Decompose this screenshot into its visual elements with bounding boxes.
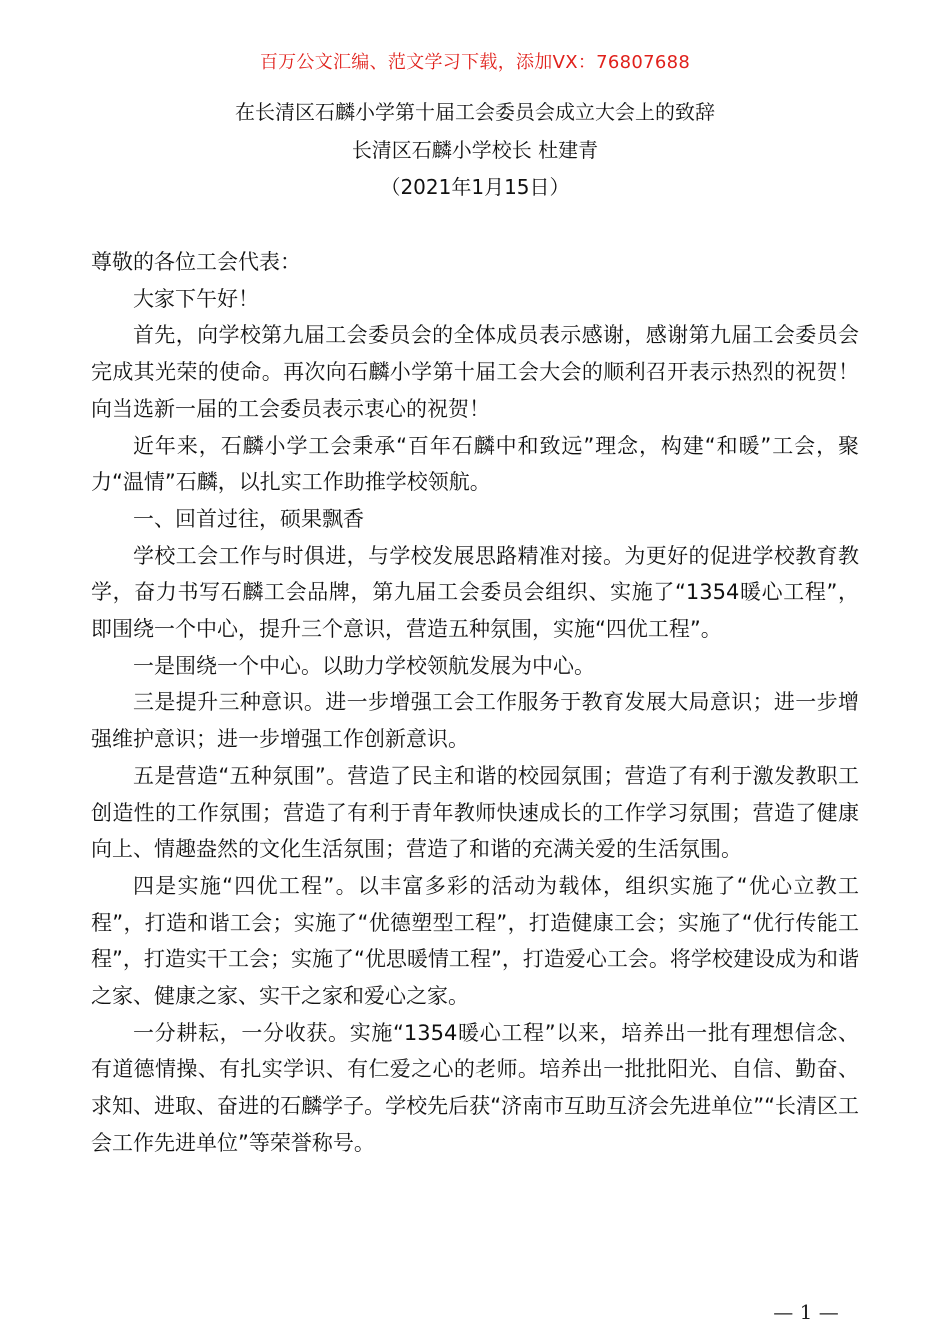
paragraph-thanks: 首先，向学校第九届工会委员会的全体成员表示感谢，感谢第九届工会委员会完成其光荣的使命。再次向石麟小学第十届工会大会的顺利召开表示热烈的祝贺！向当选新一届的工会委员表示衷心的祝贺！ xyxy=(91,323,859,421)
paragraph-five-atmospheres: 五是营造“五种氛围”。营造了民主和谐的校园氛围；营造了有利于激发教职工创造性的工作氛围；营造了有利于青年教师快速成长的工作学习氛围；营造了健康向上、情趣盎然的文化生活氛围；营造了和谐的充满关爱的生活氛围。 xyxy=(91,763,859,862)
section-heading-1: 一、回首过往，硕果飘香 xyxy=(133,506,364,531)
ad-banner: 百万公文汇编、范文学习下载，添加VX：76807688 xyxy=(259,52,691,73)
paragraph-project: 学校工会工作与时俱进，与学校发展思路精准对接。为更好的促进学校教育教学，奋力书写石麟工会品牌，第九届工会委员会组织、实施了“1354暖心工程”，即围绕一个中心，提升三个意识，营造五种氛围，实施“四优工程”。 xyxy=(91,543,859,642)
paragraph-one-center: 一是围绕一个中心。以助力学校领航发展为中心。 xyxy=(133,653,595,678)
paragraph-greeting: 大家下午好！ xyxy=(133,286,259,311)
salutation: 尊敬的各位工会代表： xyxy=(91,250,301,274)
paragraph-four-projects: 四是实施“四优工程”。以丰富多彩的活动为载体，组织实施了“优心立教工程”，打造和谐工会；实施了“优德塑型工程”，打造健康工会；实施了“优行传能工程”，打造实干工会；实施了“优思暖情工程”，打造爱心工会。将学校建设成为和谐之家、健康之家、实干之家和爱心之家。 xyxy=(91,873,859,1009)
paragraph-three-awareness: 三是提升三种意识。进一步增强工会工作服务于教育发展大局意识；进一步增强维护意识；进一步增强工作创新意识。 xyxy=(91,690,859,752)
paragraph-intro: 近年来，石麟小学工会秉承“百年石麟中和致远”理念，构建“和暖”工会，聚力“温情”石麟，以扎实工作助推学校领航。 xyxy=(91,433,859,495)
speech-title: 在长清区石麟小学第十届工会委员会成立大会上的致辞 xyxy=(235,100,715,124)
paragraph-results: 一分耕耘，一分收获。实施“1354暖心工程”以来，培养出一批有理想信念、有道德情操、有扎实学识、有仁爱之心的老师。培养出一批批阳光、自信、勤奋、求知、进取、奋进的石麟学子。学校先后获“济南市互助互济会先进单位”“长清区工会工作先进单位”等荣誉称号。 xyxy=(91,1020,859,1155)
speech-author: 长清区石麟小学校长 杜建青 xyxy=(351,138,599,162)
speech-date: （2021年1月15日） xyxy=(380,175,570,199)
page-number: — 1 — xyxy=(773,1300,839,1324)
speech-body xyxy=(91,244,859,1162)
